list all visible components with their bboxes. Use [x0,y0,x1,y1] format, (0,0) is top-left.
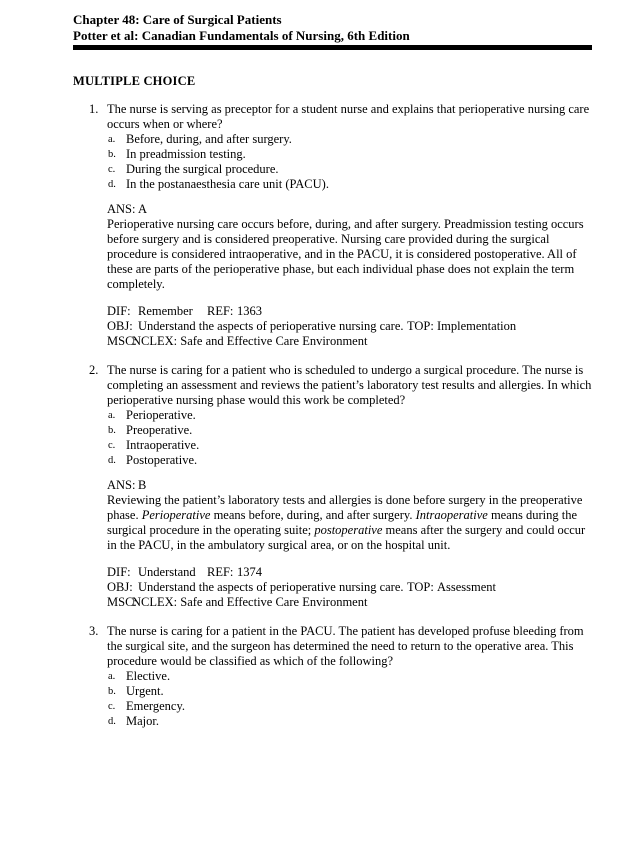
option-text: Preoperative. [126,423,193,437]
section-heading: MULTIPLE CHOICE [73,74,196,88]
answer-block [107,202,592,292]
answer-options [107,408,592,468]
ref-label: REF: [207,565,234,579]
option-letter: c. [108,164,116,175]
option-text: In the postanaesthesia care unit (PACU). [126,177,329,191]
option-letter: d. [108,455,116,466]
question-number: 3. [89,624,99,638]
answer-option [107,408,592,423]
question-body [107,363,592,610]
answer-line [107,478,592,493]
top-value: Implementation [437,319,517,333]
answer-option [107,669,592,684]
top-label: TOP: [407,319,434,333]
msc-label: MSC: [107,595,137,609]
option-letter: b. [108,149,116,160]
msc-line [107,334,592,349]
option-text: Urgent. [126,684,164,698]
dif-value: Remember [138,304,193,318]
document-header [73,12,592,50]
answer-option [107,699,592,714]
question-stem: The nurse is serving as preceptor for a student nurse and explains that perioperative nursing care occurs when or where? [107,102,590,131]
msc-value: NCLEX: Safe and Effective Care Environment [132,334,368,348]
obj-label: OBJ: [107,580,133,594]
option-letter: b. [108,425,116,436]
option-letter: b. [108,686,116,697]
msc-line [107,595,592,610]
objective-line [107,319,592,334]
option-letter: c. [108,440,116,451]
answer-option [107,162,592,177]
question-item [73,102,592,349]
answer-option [107,177,592,192]
question-list [73,102,592,729]
question-stem: The nurse is caring for a patient in the PACU. The patient has developed profuse bleeding from the surgical site, and the surgeon has determined the need to return to the operative area. This procedure would be classified as which of the following? [107,624,584,668]
option-text: In preadmission testing. [126,147,246,161]
objective-line [107,580,592,595]
obj-label: OBJ: [107,319,133,333]
dif-label: DIF: [107,304,131,318]
option-text: Intraoperative. [126,438,200,452]
answer-option [107,132,592,147]
ref-value: 1363 [237,304,262,318]
rationale-text: Perioperative nursing care occurs before, during, and after surgery. Preadmission testing occurs before surgery and is considered preoperative. Nursing care provided during the surgical procedure is considered intraoperative, and in the PACU, it is considered postoperative. All of these are parts of the perioperative phase, but each individual phase does not explain the term completely. [107,217,584,291]
option-text: Elective. [126,669,171,683]
question-metadata [107,565,592,610]
question-number: 2. [89,363,99,377]
answer-block [107,478,592,553]
option-letter: a. [108,410,116,421]
book-title: Potter et al: Canadian Fundamentals of Nursing, 6th Edition [73,28,410,43]
rationale-text: Reviewing the patient’s laboratory tests and allergies is done before surgery in the preoperative phase. Perioperative means before, during, and after surgery. Intraoperative means during the surgical procedure in the operating suite; postoperative means after the surgery and could occur in the PACU, in the ambulatory surgical area, or on the hospital unit. [107,493,586,552]
answer-options [107,132,592,192]
answer-value: B [138,478,147,492]
difficulty-line [107,565,592,580]
option-text: Before, during, and after surgery. [126,132,292,146]
obj-value: Understand the aspects of perioperative nursing care. [138,580,404,594]
top-value: Assessment [437,580,497,594]
answer-option [107,453,592,468]
answer-option [107,147,592,162]
answer-option [107,714,592,729]
answer-options [107,669,592,729]
answer-label: ANS: [107,478,136,492]
question-body [107,624,592,729]
question-metadata [107,304,592,349]
chapter-title: Chapter 48: Care of Surgical Patients [73,12,282,27]
option-letter: a. [108,671,116,682]
dif-value: Understand [138,565,196,579]
option-text: Perioperative. [126,408,196,422]
answer-line [107,202,592,217]
answer-label: ANS: [107,202,136,216]
top-label: TOP: [407,580,434,594]
msc-value: NCLEX: Safe and Effective Care Environment [132,595,368,609]
question-number: 1. [89,102,99,116]
option-letter: d. [108,716,116,727]
question-body [107,102,592,349]
ref-value: 1374 [237,565,262,579]
answer-option [107,684,592,699]
dif-label: DIF: [107,565,131,579]
option-letter: c. [108,701,116,712]
msc-label: MSC: [107,334,137,348]
ref-label: REF: [207,304,234,318]
answer-option [107,423,592,438]
option-text: During the surgical procedure. [126,162,279,176]
option-text: Emergency. [126,699,186,713]
obj-value: Understand the aspects of perioperative nursing care. [138,319,404,333]
option-text: Major. [126,714,159,728]
difficulty-line [107,304,592,319]
question-item [73,363,592,610]
option-letter: d. [108,179,116,190]
option-letter: a. [108,134,116,145]
question-item [73,624,592,729]
option-text: Postoperative. [126,453,198,467]
answer-value: A [138,202,148,216]
answer-option [107,438,592,453]
question-stem: The nurse is caring for a patient who is scheduled to undergo a surgical procedure. The nurse is completing an assessment and reviews the patient’s laboratory test results and allergies. In which perioperative nursing phase would this work be completed? [107,363,592,407]
